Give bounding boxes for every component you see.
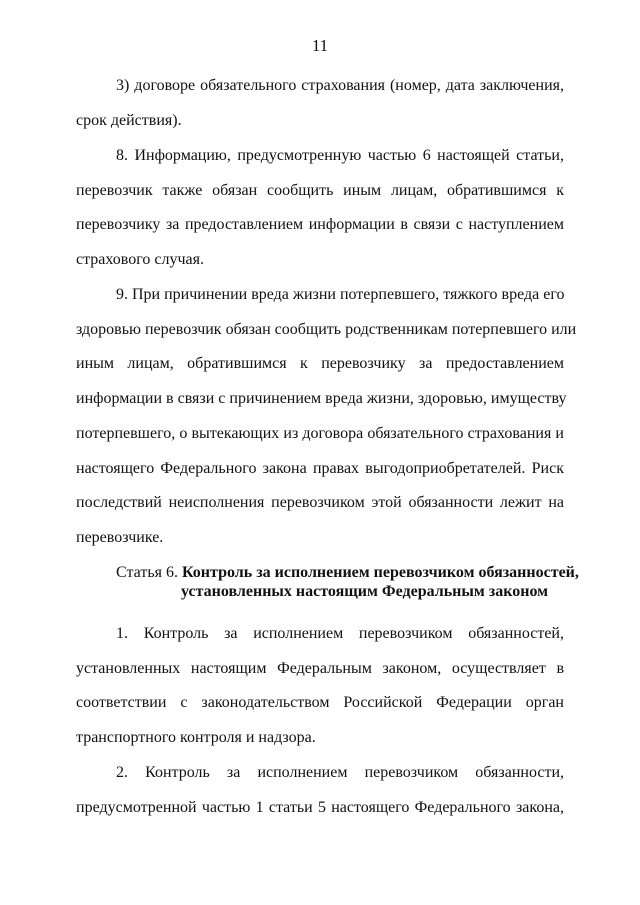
art6-para1-line-3: соответствии с законодательством Российской Федерации орган [76,694,564,711]
art6-para1-line-1: 1. Контроль за исполнением перевозчиком обязанностей, [116,625,564,642]
para8-line-4: страхового случая. [76,251,204,268]
page-number: 11 [311,36,329,55]
art6-para1-line-2: установленных настоящим Федеральным законом, осуществляет в [76,660,564,677]
para9-line-8: перевозчике. [76,529,164,546]
para8-line-2: перевозчик также обязан сообщить иным лицам, обратившимся к [76,182,564,199]
article6-prefix: Статья 6. [116,564,178,581]
article6-title-line-1: Контроль за исполнением перевозчиком обязанностей, [181,564,579,581]
para9-line-6: настоящего Федерального закона правах выгодоприобретателей. Риск [76,460,564,477]
para9-line-2: здоровью перевозчик обязан сообщить родственникам потерпевшего или [76,321,577,338]
para9-line-3: иным лицам, обратившимся к перевозчику за предоставлением [76,355,564,372]
art6-para2-line-1: 2. Контроль за исполнением перевозчиком обязанности, [116,764,564,781]
art6-para2-line-2: предусмотренной частью 1 статьи 5 настоящего Федерального закона, [76,799,564,816]
para9-line-5: потерпевшего, о вытекающих из договора обязательного страхования и [76,425,564,442]
para8-line-1: 8. Информацию, предусмотренную частью 6 настоящей статьи, [116,147,564,164]
article6-title-line-2: установленных настоящим Федеральным законом [181,583,549,600]
para9-line-4: информации в связи с причинением вреда жизни, здоровью, имуществу [76,390,567,407]
para9-line-1: 9. При причинении вреда жизни потерпевшего, тяжкого вреда его [116,286,565,303]
article6-heading [116,563,579,583]
para8-line-3: перевозчику за предоставлением информации в связи с наступлением [76,216,564,233]
para9-line-7: последствий неисполнения перевозчиком этой обязанности лежит на [76,494,564,511]
item3-line-2: срок действия). [76,112,182,129]
art6-para1-line-4: транспортного контроля и надзора. [76,729,316,746]
item3-line-1: 3) договоре обязательного страхования (номер, дата заключения, [116,77,564,94]
